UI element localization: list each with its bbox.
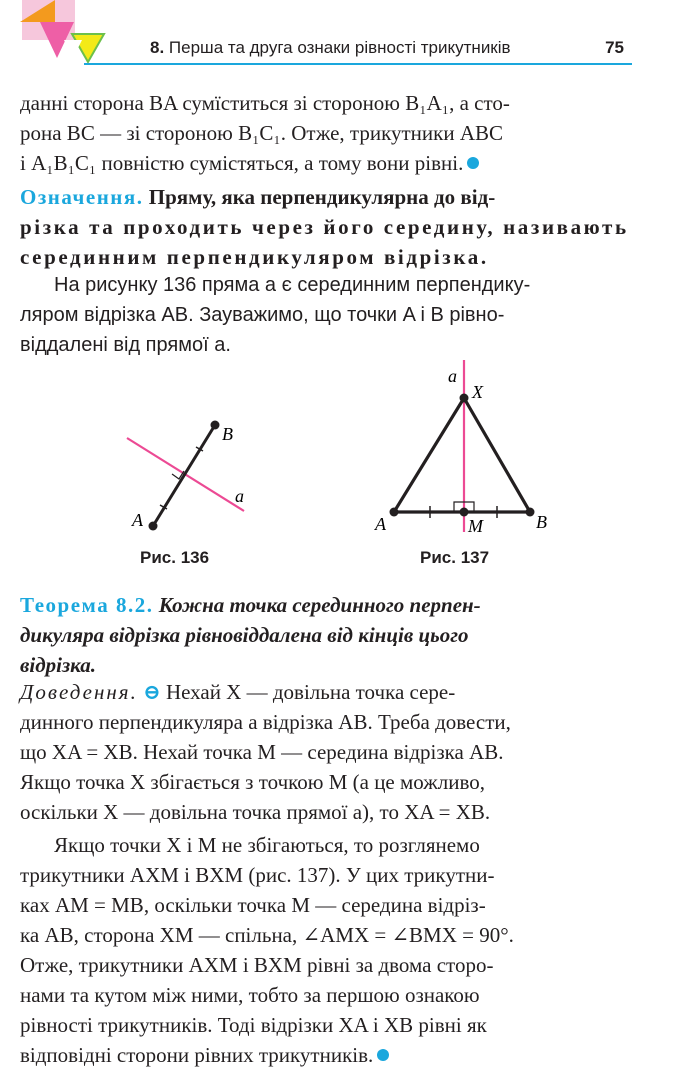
text-line: Отже, трикутники AXM і BXM рівні за двома сторо- bbox=[20, 953, 494, 977]
running-head bbox=[150, 36, 630, 64]
label-b: B bbox=[536, 512, 547, 532]
point-b bbox=[211, 421, 220, 430]
label-m: M bbox=[468, 516, 483, 536]
side-xb bbox=[464, 398, 530, 512]
theorem-text: відрізка. bbox=[20, 653, 97, 677]
text-line bbox=[20, 590, 630, 620]
definition-text: різка та проходить через його середину, називають bbox=[20, 215, 629, 239]
label-a: A bbox=[132, 510, 143, 530]
corner-decoration bbox=[0, 0, 120, 70]
label-a: A bbox=[375, 514, 386, 534]
theorem-label: Теорема 8.2. bbox=[20, 593, 154, 617]
text-line-content: і A₁B₁C₁ повністю сумістяться, а тому вони рівні. bbox=[20, 151, 464, 175]
point-x bbox=[460, 394, 469, 403]
side-xa bbox=[394, 398, 464, 512]
header-rule bbox=[84, 63, 632, 65]
point-b bbox=[526, 508, 535, 517]
text-line bbox=[20, 1040, 630, 1070]
page-number: 75 bbox=[605, 38, 624, 57]
text-line: рона BC — зі стороною B₁C₁. Отже, трикутники ABC bbox=[20, 121, 504, 145]
section-title: Перша та друга ознаки рівності трикутників bbox=[168, 38, 511, 57]
figure-137 bbox=[370, 360, 570, 538]
figure-136-caption: Рис. 136 bbox=[140, 548, 210, 567]
text-line: віддалені від прямої a. bbox=[20, 334, 231, 356]
text-line bbox=[20, 677, 630, 707]
definition-block bbox=[20, 182, 630, 272]
text-line: На рисунку 136 пряма a є серединним перпендику- bbox=[54, 274, 531, 296]
proof-continuation bbox=[20, 830, 630, 1070]
label-b: B bbox=[222, 424, 233, 444]
text-line: ляром відрізка AB. Зауважимо, що точки A і B рівно- bbox=[20, 304, 505, 326]
deco-white-triangle bbox=[64, 40, 82, 58]
theorem-text: Кожна точка серединного перпен- bbox=[158, 593, 481, 617]
text-line: Якщо точки X і M не збігаються, то розглянемо bbox=[54, 833, 480, 857]
proof-start-icon: ⊖ bbox=[143, 680, 161, 704]
label-line-a: a bbox=[448, 366, 457, 386]
text-line: оскільки X — довільна точка прямої a), то XA = XB. bbox=[20, 800, 491, 824]
text-line: данні сторона BA сумїститься зі стороною B₁A₁, а сто- bbox=[20, 91, 510, 115]
definition-text: Пряму, яка перпендикулярна до від- bbox=[148, 185, 496, 209]
text-line-content: відповідні сторони рівних трикутників. bbox=[20, 1043, 374, 1067]
text-line: що XA = XB. Нехай точка M — середина відрізка AB. bbox=[20, 740, 504, 764]
theorem-text: дикуляра відрізка рівновіддалена від кінців цього bbox=[20, 623, 469, 647]
text-line: рівності трикутників. Тоді відрізки XA і XB рівні як bbox=[20, 1013, 487, 1037]
figure-136 bbox=[110, 408, 260, 538]
text-line: ках AM = MB, оскільки точка M — середина відріз- bbox=[20, 893, 486, 917]
paragraph-figure-reference bbox=[20, 270, 630, 360]
text-line: нами та кутом між ними, тобто за першою ознакою bbox=[20, 983, 480, 1007]
text-line bbox=[20, 182, 630, 212]
text-line bbox=[20, 148, 630, 178]
paragraph-continuation bbox=[20, 88, 630, 178]
segment-ab bbox=[153, 425, 215, 526]
end-of-proof-dot bbox=[467, 157, 479, 169]
figure-137-caption: Рис. 137 bbox=[420, 548, 490, 567]
definition-label: Означення. bbox=[20, 185, 144, 209]
definition-text: серединним перпендикуляром відрізка. bbox=[20, 245, 489, 269]
label-x: X bbox=[472, 382, 483, 402]
point-a bbox=[390, 508, 399, 517]
proof-text: Нехай X — довільна точка сере- bbox=[165, 680, 456, 704]
end-of-proof-dot bbox=[377, 1049, 389, 1061]
proof-label: Доведення. bbox=[20, 680, 138, 704]
text-line: динного перпендикуляра a відрізка AB. Треба довести, bbox=[20, 710, 511, 734]
text-line: ка AB, сторона XM — спільна, ∠AMX = ∠BMX = 90°. bbox=[20, 923, 514, 947]
proof-block bbox=[20, 677, 630, 827]
theorem-block bbox=[20, 590, 630, 680]
text-line: трикутники AXM і BXM (рис. 137). У цих трикутни- bbox=[20, 863, 495, 887]
section-number: 8. bbox=[150, 38, 165, 57]
text-line: Якщо точка X збігається з точкою M (а це можливо, bbox=[20, 770, 486, 794]
label-line-a: a bbox=[235, 486, 244, 506]
point-a bbox=[149, 522, 158, 531]
